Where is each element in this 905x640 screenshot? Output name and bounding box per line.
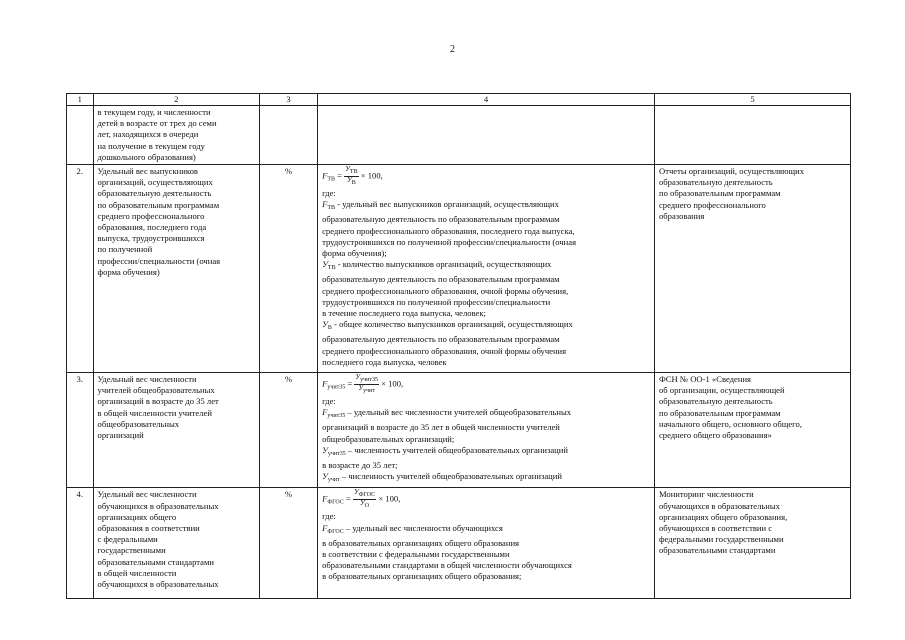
- column-header: 5: [654, 94, 850, 106]
- denominator-symbol: У: [347, 176, 352, 185]
- source-line: организациях общего образования,: [658, 511, 788, 522]
- denominator-symbol: У: [360, 499, 365, 508]
- variable-symbol: F: [322, 522, 328, 533]
- method-line: в образовательных организациях общего образования: [322, 537, 519, 548]
- formula: $F_{ТВ}$ = $\frac{У_{ТВ}}{У_В}$ × 100,: [322, 165, 383, 187]
- source-line: по образовательным программам: [658, 188, 781, 199]
- method-line: форма обучения);: [322, 248, 387, 259]
- variable-subscript: ТВ: [327, 265, 336, 272]
- indicator-line: Удельный вес выпускников: [97, 166, 198, 177]
- method-line: образовательную деятельность по образовательным программам: [322, 214, 560, 225]
- row-number-cell: 3.: [67, 373, 94, 488]
- table-row: [67, 373, 851, 488]
- formula: $F_{ФГОС}$ = $\frac{У_{ФГОС}}{У_О}$ × 100,: [322, 488, 401, 510]
- method-line: в течение последнего года выпуска, человек;: [322, 308, 486, 319]
- indicator-line: профессии/специальности (очная: [97, 255, 221, 266]
- indicator-line: по полученной: [97, 244, 153, 255]
- indicator-line: организаций: [97, 430, 144, 441]
- indicator-line: обучающихся в образовательных: [97, 579, 219, 590]
- formula-fraction: [354, 374, 379, 395]
- indicator-cell: [93, 106, 259, 165]
- row-number-cell: 4.: [67, 488, 94, 599]
- method-line: среднего профессионального образования, очной формы обучения: [322, 345, 567, 356]
- column-header: 3: [259, 94, 317, 106]
- method-line: трудоустроившихся по полученной профессии/специальности (очная: [322, 236, 577, 247]
- variable-subscript: учит35: [327, 413, 346, 420]
- method-line: $У_{учит35}$ – численность учителей общеобразовательных организаций: [322, 444, 568, 457]
- table-row: [67, 106, 851, 165]
- row-number-cell: [67, 106, 94, 165]
- variable-subscript: ТВ: [327, 205, 336, 212]
- source-line: образовательную деятельность: [658, 396, 773, 407]
- method-line: среднего профессионального образования, последнего года выпуска,: [322, 225, 575, 236]
- variable-symbol: У: [322, 319, 328, 330]
- method-line: организаций в возрасте до 35 лет в общей численности учителей: [322, 422, 560, 433]
- source-line: ФСН № ОО-1 «Сведения: [658, 374, 752, 385]
- column-header: 1: [67, 94, 94, 106]
- source-line: обучающихся в соответствии с: [658, 523, 773, 534]
- variable-symbol: У: [322, 259, 328, 270]
- indicator-line: выпуска, трудоустроившихся: [97, 233, 205, 244]
- method-line: в образовательных организациях общего образования;: [322, 571, 522, 582]
- formula-lhs: F: [322, 378, 328, 389]
- indicator-line: в общей численности: [97, 567, 177, 578]
- indicator-line: лет, находящихся в очереди: [97, 129, 199, 140]
- column-header: 4: [318, 94, 655, 106]
- method-line: образовательную деятельность по образовательным программам: [322, 334, 560, 345]
- indicator-line: образовательную деятельность: [97, 188, 212, 199]
- table-row: [67, 488, 851, 599]
- formula-tail: × 100,: [376, 493, 401, 504]
- formula-lhs-subscript: ФГОС: [327, 499, 344, 506]
- method-line: $F_{ТВ}$ - удельный вес выпускников организаций, осуществляющих: [322, 199, 559, 212]
- unit-cell: %: [259, 488, 317, 599]
- variable-subscript: учит: [327, 477, 340, 484]
- source-cell: [654, 373, 850, 488]
- variable-symbol: F: [322, 199, 328, 210]
- denominator-symbol: У: [358, 384, 364, 393]
- formula-fraction: [353, 489, 376, 510]
- indicators-table: [66, 93, 851, 599]
- formula-denominator: [344, 177, 358, 187]
- formula-lhs-subscript: ТВ: [327, 176, 336, 183]
- formula-lhs: F: [322, 493, 328, 504]
- formula: $F_{учит35}$ = $\frac{У_{учит35}}{У_{учит}}$ × 100,: [322, 373, 404, 395]
- formula-tail: × 100,: [378, 378, 404, 389]
- method-line: $F_{ФГОС}$ – удельный вес численности обучающихся: [322, 522, 503, 535]
- indicator-line: дошкольного образования): [97, 151, 196, 162]
- indicator-line: государственными: [97, 545, 166, 556]
- method-line: где:: [322, 511, 336, 522]
- source-line: об организации, осуществляющей: [658, 385, 785, 396]
- formula-lhs-subscript: учит35: [327, 384, 346, 391]
- calculation-method-cell: [318, 165, 655, 373]
- source-cell: [654, 165, 850, 373]
- indicator-line: образования, последнего года: [97, 222, 207, 233]
- source-line: среднего общего образования»: [658, 430, 772, 441]
- method-line: где:: [322, 396, 336, 407]
- indicator-line: образовательными стандартами: [97, 556, 214, 567]
- source-line: начального общего, основного общего,: [658, 418, 802, 429]
- method-line: $У_В$ - общее количество выпускников организаций, осуществляющих: [322, 319, 573, 332]
- row-number-cell: 2.: [67, 165, 94, 373]
- method-line: где:: [322, 188, 336, 199]
- source-line: по образовательным программам: [658, 407, 781, 418]
- source-line: образовательную деятельность: [658, 177, 773, 188]
- method-line: образовательными стандартами в общей численности обучающихся: [322, 560, 572, 571]
- method-line: в возрасте до 35 лет;: [322, 460, 398, 471]
- source-cell: [654, 106, 850, 165]
- source-line: среднего профессионального: [658, 199, 766, 210]
- indicator-line: с федеральными: [97, 534, 158, 545]
- variable-subscript: В: [327, 325, 332, 332]
- formula-fraction: [344, 166, 358, 187]
- indicator-line: обучающихся в образовательных: [97, 500, 219, 511]
- unit-cell: %: [259, 373, 317, 488]
- indicator-line: на получение в текущем году: [97, 140, 205, 151]
- table-header-row: [67, 94, 851, 106]
- indicator-line: организаций в возрасте до 35 лет: [97, 396, 219, 407]
- method-line: среднего профессионального образования, очной формы обучения,: [322, 285, 569, 296]
- indicator-line: форма обучения): [97, 266, 160, 277]
- numerator-subscript: учит35: [360, 377, 378, 384]
- indicator-line: Удельный вес численности: [97, 374, 197, 385]
- indicator-line: среднего профессионального: [97, 210, 205, 221]
- table-row: [67, 165, 851, 373]
- calculation-method-cell: [318, 373, 655, 488]
- page-number: 2: [450, 44, 455, 55]
- method-line: в соответствии с федеральными государственными: [322, 549, 510, 560]
- denominator-subscript: О: [364, 503, 370, 510]
- method-line: $У_{ТВ}$ - количество выпускников организаций, осуществляющих: [322, 259, 552, 272]
- method-line: общеобразовательных организаций;: [322, 433, 455, 444]
- indicator-line: учителей общеобразовательных: [97, 385, 215, 396]
- formula-tail: × 100,: [358, 170, 383, 181]
- denominator-subscript: учит: [363, 388, 375, 395]
- variable-symbol: У: [322, 444, 328, 455]
- indicator-line: в общей численности учителей: [97, 407, 212, 418]
- source-line: Отчеты организаций, осуществляющих: [658, 166, 805, 177]
- indicator-line: общеобразовательных: [97, 418, 180, 429]
- unit-cell: %: [259, 165, 317, 373]
- indicator-line: детей в возрасте от трех до семи: [97, 118, 217, 129]
- source-cell: [654, 488, 850, 599]
- indicator-cell: [93, 373, 259, 488]
- denominator-subscript: В: [351, 180, 356, 187]
- indicator-line: в текущем году, и численности: [97, 107, 211, 117]
- source-line: федеральными государственными: [658, 534, 784, 545]
- numerator-subscript: ФГОС: [358, 492, 376, 499]
- indicator-line: организациях общего: [97, 511, 177, 522]
- calculation-method-cell: [318, 488, 655, 599]
- method-line: $У_{учит}$ – численность учителей общеобразовательных организаций: [322, 471, 562, 484]
- source-line: Мониторинг численности: [658, 489, 754, 500]
- indicator-cell: [93, 165, 259, 373]
- method-line: образовательную деятельность по образовательным программам: [322, 274, 560, 285]
- calculation-method-cell: [318, 106, 655, 165]
- method-line: $F_{учит35}$ – удельный вес численности учителей общеобразовательных: [322, 407, 572, 420]
- numerator-symbol: У: [355, 373, 361, 382]
- column-header: 2: [93, 94, 259, 106]
- variable-symbol: F: [322, 407, 328, 418]
- variable-subscript: учит35: [327, 450, 346, 457]
- method-line: трудоустроившихся по полученной профессии/специальности: [322, 296, 551, 307]
- variable-subscript: ФГОС: [327, 528, 344, 535]
- indicator-line: организаций, осуществляющих: [97, 177, 213, 188]
- method-line: последнего года выпуска, человек: [322, 356, 447, 367]
- variable-symbol: У: [322, 471, 328, 482]
- formula-denominator: [353, 500, 376, 510]
- indicator-cell: [93, 488, 259, 599]
- indicator-line: по образовательным программам: [97, 199, 220, 210]
- source-line: образования: [658, 210, 705, 221]
- formula-lhs: F: [322, 170, 328, 181]
- source-line: образовательными стандартами: [658, 545, 776, 556]
- formula-denominator: [354, 385, 379, 395]
- numerator-subscript: ТВ: [349, 169, 358, 176]
- source-line: обучающихся в образовательных: [658, 500, 780, 511]
- numerator-symbol: У: [353, 488, 359, 497]
- indicator-line: Удельный вес численности: [97, 489, 197, 500]
- numerator-symbol: У: [345, 165, 350, 174]
- indicator-line: образования в соответствии: [97, 523, 200, 534]
- unit-cell: [259, 106, 317, 165]
